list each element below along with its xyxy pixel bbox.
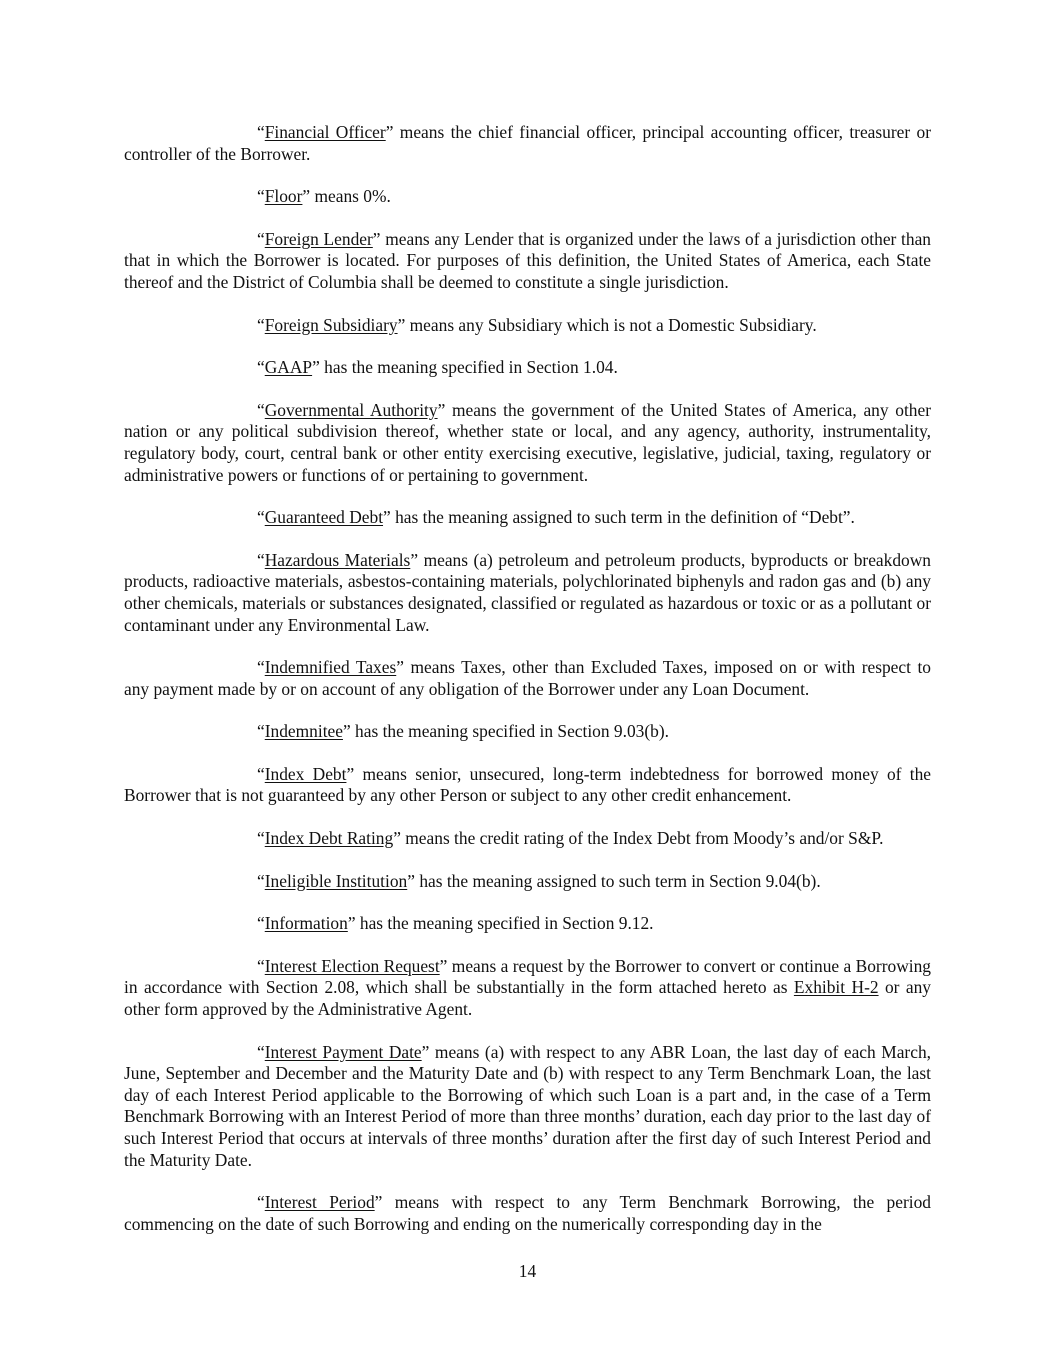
definition-text: has the meaning assigned to such term in the definition of “Debt”.	[390, 507, 855, 528]
definition-gaap: “GAAP” has the meaning specified in Section 1.04.	[257, 357, 618, 378]
definition-foreign-subsidiary: “Foreign Subsidiary” means any Subsidiary which is not a Domestic Subsidiary.	[257, 314, 817, 335]
definition-information: “Information” has the meaning specified in Section 9.12.	[257, 913, 654, 934]
defined-term: Foreign Lender	[264, 228, 373, 249]
definition-foreign-lender: “Foreign Lender” means any Lender that is organized under the laws of a jurisdiction other than that in which the Borrower is located. For purposes of this definition, the United States of America, each State thereof and the District of Columbia shall be deemed to constitute a single jurisdiction.	[124, 228, 931, 292]
exhibit-reference: Exhibit H-2	[793, 977, 879, 998]
defined-term: GAAP	[264, 357, 313, 378]
definition-text: means the credit rating of the Index Debt from Moody’s and/or S&P.	[400, 828, 884, 849]
definition-text: means the government of the United States of America, any other nation or any political subdivision thereof, whether state or local, and any agency, authority, instrumentality, regulatory body, court, central bank or other entity exercising executive, legislative, judicial, taxing, regulatory or administrative powers or functions of or pertaining to government.	[124, 399, 931, 485]
definition-text: has the meaning specified in Section 9.12.	[355, 913, 654, 934]
definition-text: means with respect to any Term Benchmark Borrowing, the period commencing on the date of such Borrowing and ending on the numerically corresponding day in the	[124, 1192, 931, 1234]
definition-text: means Taxes, other than Excluded Taxes, imposed on or with respect to any payment made by or on account of any obligation of the Borrower under any Loan Document.	[124, 657, 931, 699]
defined-term: Interest Period	[264, 1192, 375, 1213]
defined-term: Hazardous Materials	[264, 549, 411, 570]
defined-term: Guaranteed Debt	[264, 507, 384, 528]
defined-term: Indemnified Taxes	[264, 657, 397, 678]
definition-interest-period: “Interest Period” means with respect to any Term Benchmark Borrowing, the period commencing on the date of such Borrowing and ending on the numerically corresponding day in the	[124, 1192, 931, 1234]
definition-text: means 0%.	[310, 186, 391, 207]
definition-index-debt: “Index Debt” means senior, unsecured, long-term indebtedness for borrowed money of the Borrower that is not guaranteed by any other Person or subject to any other credit enhancement.	[124, 763, 931, 806]
definition-text: has the meaning specified in Section 9.03(b).	[350, 721, 669, 742]
definition-financial-officer: “Financial Officer” means the chief financial officer, principal accounting officer, treasurer or controller of the Borrower.	[124, 122, 932, 164]
defined-term: Interest Election Request	[264, 955, 440, 976]
defined-term: Interest Payment Date	[264, 1041, 422, 1062]
definition-indemnitee: “Indemnitee” has the meaning specified in Section 9.03(b).	[257, 721, 669, 742]
definition-governmental-authority: “Governmental Authority” means the government of the United States of America, any other nation or any political subdivision thereof, whether state or local, and any agency, authority, instrumentality, regulatory body, court, central bank or other entity exercising executive, legislative, judicial, taxing, regulatory or administrative powers or functions of or pertaining to government.	[124, 399, 931, 485]
definition-text: means any Subsidiary which is not a Domestic Subsidiary.	[405, 314, 817, 335]
definition-text: means (a) with respect to any ABR Loan, the last day of each March, June, September and December and the Maturity Date and (b) with respect to any Term Benchmark Loan, the last day of each Interest Period applicable to the Borrowing of which such Loan is a part and, in the case of a Term Benchmark Borrowing with an Interest Period of more than three months’ duration, each day prior to the last day of such Interest Period that occurs at intervals of three months’ duration after the first day of such Interest Period and the Maturity Date.	[124, 1041, 931, 1170]
definition-interest-election-request: “Interest Election Request” means a request by the Borrower to convert or continue a Borrowing in accordance with Section 2.08, which shall be substantially in the form attached hereto as Exhibit H-2 or any other form approved by the Administrative Agent.	[124, 955, 931, 1020]
definition-floor: “Floor” means 0%.	[257, 186, 391, 207]
definition-guaranteed-debt: “Guaranteed Debt” has the meaning assigned to such term in the definition of “Debt”.	[257, 507, 855, 528]
page-number: 14	[518, 1261, 537, 1281]
definition-text: means senior, unsecured, long-term indebtedness for borrowed money of the Borrower that is not guaranteed by any other Person or subject to any other credit enhancement.	[124, 763, 931, 806]
defined-term: Foreign Subsidiary	[264, 314, 398, 335]
definition-text: means any Lender that is organized under the laws of a jurisdiction other than that in which the Borrower is located. For purposes of this definition, the United States of America, each State thereof and the District of Columbia shall be deemed to constitute a single jurisdiction.	[124, 228, 931, 292]
definition-index-debt-rating: “Index Debt Rating” means the credit rating of the Index Debt from Moody’s and/or S&P.	[257, 828, 884, 849]
defined-term: Index Debt	[264, 763, 347, 784]
definition-ineligible-institution: “Ineligible Institution” has the meaning assigned to such term in Section 9.04(b).	[257, 870, 821, 891]
definition-text: has the meaning assigned to such term in Section 9.04(b).	[414, 870, 821, 891]
definition-text: means the chief financial officer, principal accounting officer, treasurer or controller of the Borrower.	[124, 122, 932, 164]
definition-text: means (a) petroleum and petroleum products, byproducts or breakdown products, radioactive materials, asbestos-containing materials, polychlorinated biphenyls and radon gas and (b) any other chemicals, materials or substances designated, classified or regulated as hazardous or toxic or as a pollutant or contaminant under any Environmental Law.	[124, 549, 931, 635]
definition-text: means a request by the Borrower to convert or continue a Borrowing in accordance with Section 2.08, which shall be substantially in the form attached hereto as	[124, 955, 931, 998]
defined-term: Index Debt Rating	[264, 828, 394, 849]
defined-term: Information	[264, 913, 348, 934]
document-page	[124, 122, 931, 1256]
definition-text-continued: or any other form approved by the Administrative Agent.	[124, 977, 931, 1020]
definition-interest-payment-date: “Interest Payment Date” means (a) with respect to any ABR Loan, the last day of each March, June, September and December and the Maturity Date and (b) with respect to any Term Benchmark Loan, the last day of each Interest Period applicable to the Borrowing of which such Loan is a part and, in the case of a Term Benchmark Borrowing with an Interest Period of more than three months’ duration, each day prior to the last day of such Interest Period that occurs at intervals of three months’ duration after the first day of such Interest Period and the Maturity Date.	[124, 1041, 931, 1170]
defined-term: Governmental Authority	[264, 399, 438, 420]
defined-term: Ineligible Institution	[264, 870, 408, 891]
defined-term: Financial Officer	[264, 122, 386, 142]
definition-indemnified-taxes: “Indemnified Taxes” means Taxes, other than Excluded Taxes, imposed on or with respect to any payment made by or on account of any obligation of the Borrower under any Loan Document.	[124, 657, 931, 699]
definition-hazardous-materials: “Hazardous Materials” means (a) petroleum and petroleum products, byproducts or breakdown products, radioactive materials, asbestos-containing materials, polychlorinated biphenyls and radon gas and (b) any other chemicals, materials or substances designated, classified or regulated as hazardous or toxic or as a pollutant or contaminant under any Environmental Law.	[124, 549, 931, 635]
defined-term: Floor	[264, 186, 303, 207]
defined-term: Indemnitee	[264, 721, 343, 742]
definition-text: has the meaning specified in Section 1.04.	[319, 357, 618, 378]
